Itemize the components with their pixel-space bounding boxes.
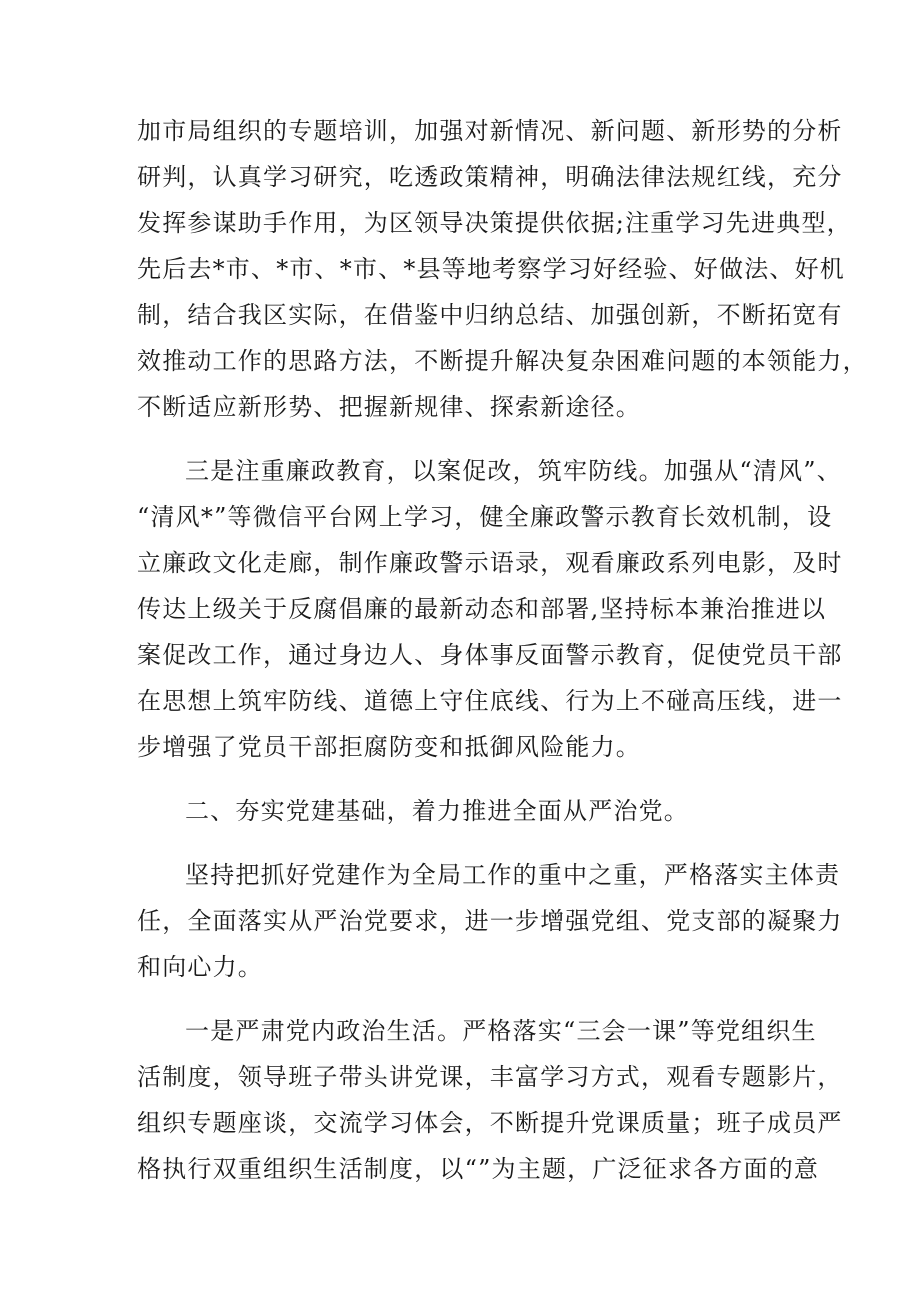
text-line: 三是注重廉政教育，以案促改，筑牢防线。加强从“清风”、: [185, 457, 842, 485]
text-line: 效推动工作的思路方法，不断提升解决复杂困难问题的本领能力，: [137, 347, 868, 375]
text-line: 一是严肃党内政治生活。严格落实“三会一课”等党组织生: [185, 1017, 817, 1045]
paragraph-gap: [137, 990, 797, 1008]
text-line: 立廉政文化走廊，制作廉政警示语录，观看廉政系列电影，及时: [137, 549, 843, 577]
text-line: 步增强了党员干部拒腐防变和抵御风险能力。: [137, 733, 641, 761]
paragraph: [137, 852, 843, 990]
text-line: 传达上级关于反腐倡廉的最新动态和部署,坚持标本兼治推进以: [137, 595, 827, 623]
section-heading: [137, 788, 797, 834]
paragraph: [137, 448, 843, 770]
text-line: 加市局组织的专题培训，加强对新情况、新问题、新形势的分析: [137, 117, 843, 145]
document-body: [137, 108, 868, 1192]
text-line: 格执行双重组织生活制度，以“”为主题，广泛征求各方面的意: [137, 1155, 820, 1183]
text-line: 二、夯实党建基础，着力推进全面从严治党。: [185, 797, 689, 825]
text-line: 案促改工作，通过身边人、身体事反面警示教育，促使党员干部: [137, 641, 843, 669]
text-line: 制，结合我区实际，在借鉴中归纳总结、加强创新，不断拓宽有: [137, 301, 843, 329]
paragraph: [137, 108, 868, 430]
text-line: 先后去*市、*市、*市、*县等地考察学习好经验、好做法、好机: [137, 255, 845, 283]
paragraph-gap: [137, 770, 797, 788]
paragraph: [137, 1008, 843, 1192]
text-line: 活制度，领导班子带头讲党课，丰富学习方式，观看专题影片，: [137, 1063, 843, 1091]
text-line: 研判，认真学习研究，吃透政策精神，明确法律法规红线，充分: [137, 163, 843, 191]
text-line: 在思想上筑牢防线、道德上守住底线、行为上不碰高压线，进一: [137, 687, 843, 715]
paragraph-gap: [137, 430, 797, 448]
text-line: 发挥参谋助手作用，为区领导决策提供依据;注重学习先进典型，: [137, 209, 852, 237]
text-line: 组织专题座谈，交流学习体会，不断提升党课质量；班子成员严: [137, 1109, 843, 1137]
text-line: 任，全面落实从严治党要求，进一步增强党组、党支部的凝聚力: [137, 907, 843, 935]
text-line: 坚持把抓好党建作为全局工作的重中之重，严格落实主体责: [185, 861, 841, 889]
text-line: 不断适应新形势、把握新规律、探索新途径。: [137, 393, 641, 421]
text-line: “清风*”等微信平台网上学习，健全廉政警示教育长效机制，设: [137, 503, 833, 531]
paragraph-gap: [137, 834, 797, 852]
text-line: 和向心力。: [137, 953, 263, 981]
